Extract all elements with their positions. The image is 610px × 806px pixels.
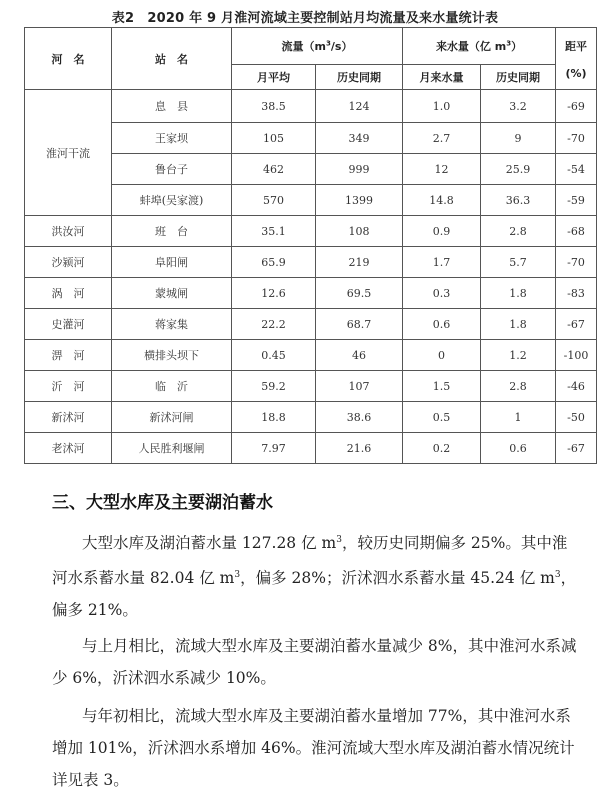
header-hist-flow: 历史同期: [316, 65, 403, 90]
monthly-volume-cell: 0.2: [403, 433, 481, 464]
header-monthly-volume: 月来水量: [403, 65, 481, 90]
monthly-avg-cell: 0.45: [232, 340, 316, 371]
monthly-avg-cell: 462: [232, 154, 316, 185]
river-cell: 淠 河: [25, 340, 112, 371]
table-row: [25, 433, 597, 464]
table-row: [25, 371, 597, 402]
header-volume: 来水量（亿 $m^3$）: [403, 28, 556, 65]
anomaly-cell: -70: [556, 247, 597, 278]
table-row: [25, 247, 597, 278]
hist-volume-cell: 1.8: [481, 309, 556, 340]
station-cell: 蒋家集: [112, 309, 232, 340]
monthly-volume-cell: 1.7: [403, 247, 481, 278]
station-cell: 人民胜利堰闸: [112, 433, 232, 464]
hist-flow-cell: 108: [316, 216, 403, 247]
monthly-volume-cell: 1.5: [403, 371, 481, 402]
station-cell: 蒙城闸: [112, 278, 232, 309]
anomaly-cell: -68: [556, 216, 597, 247]
table-row: [25, 278, 597, 309]
section-heading: 三、大型水库及主要湖泊蓄水: [52, 493, 273, 513]
station-cell: 横排头坝下: [112, 340, 232, 371]
monthly-avg-cell: 570: [232, 185, 316, 216]
table-row: [25, 309, 597, 340]
header-river: 河 名: [25, 28, 112, 90]
anomaly-cell: -46: [556, 371, 597, 402]
monthly-avg-cell: 65.9: [232, 247, 316, 278]
anomaly-cell: -69: [556, 90, 597, 123]
hist-flow-cell: 349: [316, 123, 403, 154]
flow-statistics-table: [24, 27, 597, 464]
hist-volume-cell: 36.3: [481, 185, 556, 216]
station-cell: 鲁台子: [112, 154, 232, 185]
monthly-volume-cell: 1.0: [403, 90, 481, 123]
station-cell: 王家坝: [112, 123, 232, 154]
anomaly-cell: -67: [556, 433, 597, 464]
monthly-avg-cell: 18.8: [232, 402, 316, 433]
hist-volume-cell: 1.8: [481, 278, 556, 309]
monthly-avg-cell: 59.2: [232, 371, 316, 402]
station-cell: 临 沂: [112, 371, 232, 402]
monthly-volume-cell: 14.8: [403, 185, 481, 216]
monthly-avg-cell: 35.1: [232, 216, 316, 247]
station-cell: 班 台: [112, 216, 232, 247]
monthly-volume-cell: 12: [403, 154, 481, 185]
monthly-avg-cell: 105: [232, 123, 316, 154]
anomaly-cell: -70: [556, 123, 597, 154]
hist-volume-cell: 9: [481, 123, 556, 154]
hist-flow-cell: 107: [316, 371, 403, 402]
monthly-volume-cell: 0.6: [403, 309, 481, 340]
river-cell: 史灌河: [25, 309, 112, 340]
anomaly-cell: -50: [556, 402, 597, 433]
header-monthly-avg: 月平均: [232, 65, 316, 90]
paragraph-month-comparison: 与上月相比，流域大型水库及主要湖泊蓄水量减少 8%，其中淮河水系减少 6%，沂沭泗水系减少 10%。: [52, 637, 577, 687]
anomaly-cell: -67: [556, 309, 597, 340]
monthly-volume-cell: 0: [403, 340, 481, 371]
monthly-volume-cell: 2.7: [403, 123, 481, 154]
river-cell: 新沭河: [25, 402, 112, 433]
monthly-avg-cell: 38.5: [232, 90, 316, 123]
hist-flow-cell: 69.5: [316, 278, 403, 309]
river-cell: 沂 河: [25, 371, 112, 402]
river-cell: 淮河干流: [25, 90, 112, 216]
anomaly-cell: -100: [556, 340, 597, 371]
header-hist-volume: 历史同期: [481, 65, 556, 90]
table-row: [25, 216, 597, 247]
hist-volume-cell: 1: [481, 402, 556, 433]
river-cell: 沙颍河: [25, 247, 112, 278]
station-cell: 新沭河闸: [112, 402, 232, 433]
anomaly-cell: -59: [556, 185, 597, 216]
station-cell: 阜阳闸: [112, 247, 232, 278]
hist-volume-cell: 1.2: [481, 340, 556, 371]
monthly-volume-cell: 0.9: [403, 216, 481, 247]
hist-volume-cell: 25.9: [481, 154, 556, 185]
hist-volume-cell: 0.6: [481, 433, 556, 464]
monthly-avg-cell: 22.2: [232, 309, 316, 340]
table-caption: 表2 2020 年 9 月淮河流域主要控制站月均流量及来水量统计表: [111, 11, 499, 26]
paragraph-year-comparison: 与年初相比，流域大型水库及主要湖泊蓄水量增加 77%，其中淮河水系增加 101%，沂沭泗水系增加 46%。淮河流域大型水库及湖泊蓄水情况统计详见表 3。: [52, 707, 575, 789]
anomaly-cell: -54: [556, 154, 597, 185]
hist-flow-cell: 21.6: [316, 433, 403, 464]
river-cell: 涡 河: [25, 278, 112, 309]
station-cell: 息 县: [112, 90, 232, 123]
river-cell: 老沭河: [25, 433, 112, 464]
anomaly-cell: -83: [556, 278, 597, 309]
header-flow: 流量$(m^3/s)$: [232, 28, 403, 65]
hist-flow-cell: 999: [316, 154, 403, 185]
river-cell: 洪汝河: [25, 216, 112, 247]
header-station: 站 名: [112, 28, 232, 90]
hist-flow-cell: 219: [316, 247, 403, 278]
hist-volume-cell: 2.8: [481, 371, 556, 402]
header-anomaly: 距平 (%): [556, 28, 597, 90]
paragraph-storage-total: 大型水库及湖泊蓄水量 127.28 亿 $m^3$，较历史同期偏多 25%。其中淮河水系蓄水量 82.04 亿 $m^3$，偏多 28%；沂沭泗水系蓄水量 45.24 亿 $m^3$，偏多 21%。: [52, 534, 577, 620]
monthly-avg-cell: 7.97: [232, 433, 316, 464]
monthly-volume-cell: 0.5: [403, 402, 481, 433]
hist-flow-cell: 68.7: [316, 309, 403, 340]
station-cell: 蚌埠(吴家渡): [112, 185, 232, 216]
hist-volume-cell: 3.2: [481, 90, 556, 123]
hist-volume-cell: 5.7: [481, 247, 556, 278]
hist-flow-cell: 38.6: [316, 402, 403, 433]
hist-flow-cell: 46: [316, 340, 403, 371]
hist-flow-cell: 124: [316, 90, 403, 123]
hist-volume-cell: 2.8: [481, 216, 556, 247]
monthly-avg-cell: 12.6: [232, 278, 316, 309]
table-row: [25, 340, 597, 371]
monthly-volume-cell: 0.3: [403, 278, 481, 309]
hist-flow-cell: 1399: [316, 185, 403, 216]
table-row: [25, 402, 597, 433]
table-row: [25, 90, 597, 123]
